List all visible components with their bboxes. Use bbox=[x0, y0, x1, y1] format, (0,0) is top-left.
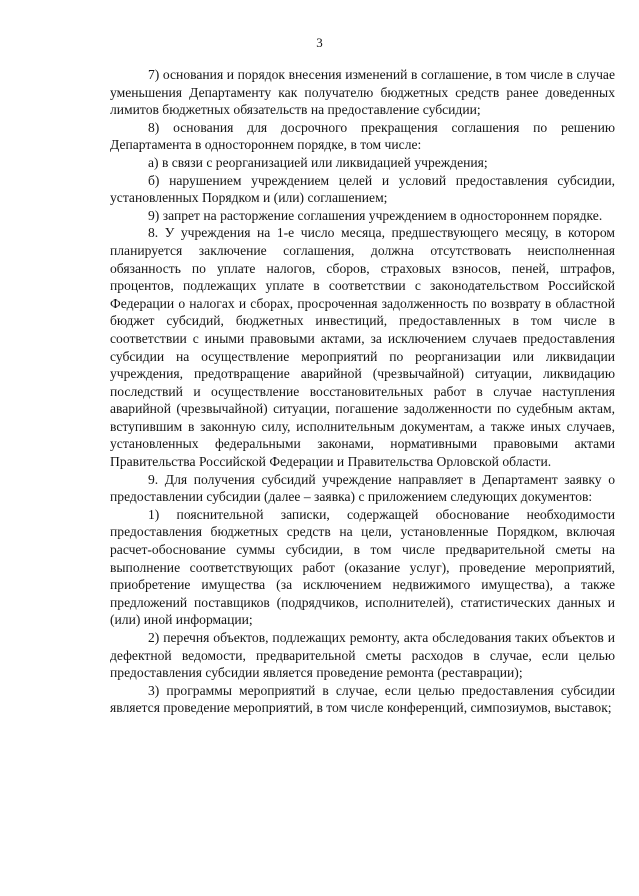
paragraph-item-9-prohibition: 9) запрет на расторжение соглашения учреждением в одностороннем порядке. bbox=[148, 207, 603, 223]
document-body bbox=[110, 66, 615, 717]
paragraph-item-8-grounds: 8) основания для досрочного прекращения соглашения по решению Департамента в одностороннем порядке, в том числе: bbox=[110, 119, 615, 153]
paragraph-subitem-b: б) нарушением учреждением целей и условий предоставления субсидии, установленных Порядком и (или) соглашением; bbox=[110, 172, 615, 206]
paragraph-clause-8: 8. У учреждения на 1-е число месяца, предшествующего месяцу, в котором планируется заключение соглашения, должна отсутствовать неисполненная обязанность по уплате налогов, сборов, страховых взносов, пеней, штрафов, процентов, подлежащих уплате в соответствии с законодательством Российской Федерации о налогах и сборах, просроченная задолженность по возврату в областной бюджет субсидий, бюджетных инвестиций, предоставленных в том числе в соответствии с иными правовыми актами, за исключением случаев предоставления субсидии на осуществление мероприятий по реорганизации или ликвидации учреждения, предотвращение аварийной (чрезвычайной) ситуации, ликвидацию последствий и осуществление восстановительных работ в случае наступления аварийной (чрезвычайной) ситуации, погашение задолженности по судебным актам, вступившим в законную силу, исполнительным документам, а также иных случаев, установленных федеральными законами, нормативными правовыми актами Правительства Российской Федерации и Правительства Орловской области. bbox=[110, 225, 615, 470]
paragraph-document-2: 2) перечня объектов, подлежащих ремонту, акта обследования таких объектов и дефектной ведомости, предварительной сметы расходов в случае, если целью предоставления субсидии является проведение ремонта (реставрации); bbox=[110, 630, 615, 681]
paragraph-item-7: 7) основания и порядок внесения изменений в соглашение, в том числе в случае уменьшения Департаменту как получателю бюджетных средств ранее доведенных лимитов бюджетных обязательств на предоставление субсидии; bbox=[110, 67, 615, 118]
paragraph-clause-9: 9. Для получения субсидий учреждение направляет в Департамент заявку о предоставлении субсидии (далее – заявка) с приложением следующих документов: bbox=[110, 471, 615, 505]
paragraph-subitem-a: а) в связи с реорганизацией или ликвидацией учреждения; bbox=[148, 154, 488, 170]
paragraph-document-1: 1) пояснительной записки, содержащей обоснование необходимости предоставления бюджетных средств на цели, установленные Порядком, включая расчет-обоснование суммы субсидии, в том числе предварительной сметы на выполнение соответствующих работ (оказание услуг), проведение мероприятий, приобретение имущества (за исключением недвижимого имущества), а также предложений поставщиков (подрядчиков, исполнителей), статистических данных и (или) иной информации; bbox=[110, 506, 615, 628]
paragraph-document-3: 3) программы мероприятий в случае, если целью предоставления субсидии является проведение мероприятий, в том числе конференций, симпозиумов, выставок; bbox=[110, 682, 615, 716]
page-number: 3 bbox=[316, 35, 323, 50]
